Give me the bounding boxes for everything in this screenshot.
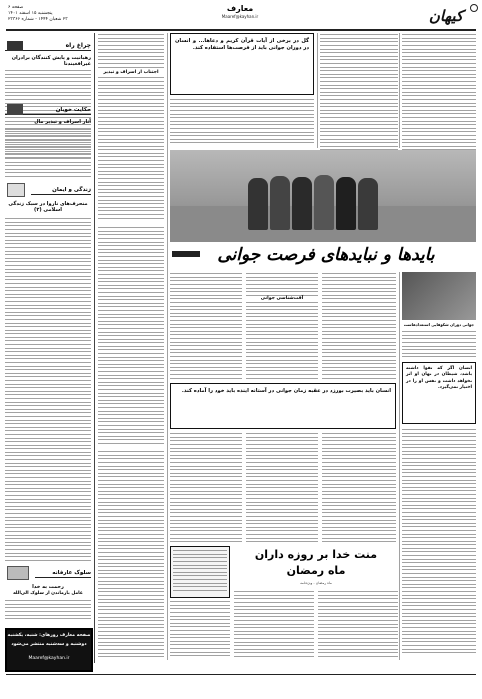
article-column-h [322,272,396,382]
pull-quote-box [170,33,314,95]
article-column-f [170,272,242,382]
masthead-rule [6,29,476,31]
main-story-title: بایدها و نبایدهای فرصت جوانی [217,245,435,265]
article-column-m [402,428,476,658]
column-rule [399,272,400,660]
person-figure [358,178,378,230]
article-column-c [320,33,398,153]
title-accent-bar [172,251,200,257]
section-header: چراغ راه [5,41,91,51]
article-column-b [170,98,314,148]
article-column-k [246,432,318,544]
person-figure [314,175,334,230]
article-column-n [98,450,164,660]
article-column-g [246,272,318,382]
person-figure [292,177,312,230]
headline: منحرف‌های ناروا در سبک زندگی اسلامی (۲) [8,201,88,213]
masthead [0,0,482,30]
pen-icon [7,183,25,197]
article-column-j [170,432,242,544]
person-figure [336,177,356,230]
headline: آثار اسراف و تبذیر مال [34,119,91,125]
article-column-l [322,432,396,544]
section-header: زندگی و ایمان [31,185,91,195]
right-pullquote-box [402,362,476,424]
page-bottom-rule [6,674,476,675]
article-column-e [98,226,164,446]
issue-number: ۲۳ شعبان ۱۴۴۴ - شماره ۲۳۳۶۶ [8,17,68,22]
feature-column-a [234,590,314,660]
side-photo [402,272,476,320]
headline: رهبانیت و پایش کنندگان برادران غیرافغیندنا [11,55,91,67]
footer-notice [5,628,93,672]
notice-email[interactable]: Maaref@kayhan.ir [28,656,70,661]
sidebar-divider [94,33,95,663]
page-number: صفحه ۶ [8,5,24,10]
body-text [5,128,91,180]
column-rule [167,33,168,660]
section-header: حکایت خوبان [5,105,91,115]
subhead: آفت‌شناسی جوانی [246,296,318,301]
body-text [5,217,91,563]
feature-column-c [170,600,230,660]
person-figure [248,178,268,230]
ramadan-box-text [173,549,227,595]
lamp-icon [7,41,23,51]
issue-date: پنجشنبه ۱۵ اسفند ۱۴۰۱ [8,11,53,16]
center-quote-box [170,383,396,429]
section-title: معارف [226,4,254,13]
center-quote-text: انسان باید بصیرت بورزد در عقبه زمان جوانی در آستانه اینده باید خود را آماده کند. [181,388,391,394]
side-photo-caption: جوانی دوران شکوفایی استعدادهاست [403,322,475,327]
subhead: اجتناب از اسراف و تبذیر [98,70,164,75]
main-story-photo [170,150,476,242]
sidebar-section-4 [5,566,91,626]
feature-title: منت خدا بر روزه داران [254,548,378,561]
section-header: سلوک عارفانه [35,568,91,578]
sidebar-section-2 [5,100,91,180]
article-column-d [402,33,476,153]
pull-quote-text: گل در برخی از آیات قرآن کریم و دعاها... و انسان در دوران جوانی باید از فرصت‌ها استفاده کند. [175,38,309,52]
notice-line-1: صفحه معارف روزهای: شنبه، یکشنبه [7,633,91,638]
section-email[interactable]: Maaref@kayhan.ir [221,14,259,19]
article-column-i [402,330,476,360]
feature-byline: ماه رمضان - ویژه‌نامه [300,581,332,585]
feature-column-b [318,590,398,660]
sidebar-section-3 [5,183,91,563]
notice-line-2: دوشنبه و سه‌شنبه منتشر می‌شود [11,642,87,647]
newspaper-logo: کیهان [428,7,464,25]
subheadline: عامل بازماندن از سلوک الی‌الله [13,591,83,596]
mystic-icon [7,566,29,580]
article-column-a [98,33,164,223]
body-text [5,599,91,623]
column-rule [317,33,318,148]
right-pullquote-text: انسان اگر که تقوا داشته باشد، شیطان در نهان او اثر نخواهد داشت و نفس او را در اختیار نمی‌گیرد. [406,366,472,391]
column-rule [399,33,400,148]
logo-emblem-icon [470,4,478,12]
book-icon [7,104,23,115]
feature-subtitle: ماه رمضان [286,564,346,577]
headline: رحمت به خدا [32,584,64,590]
person-figure [270,176,290,230]
